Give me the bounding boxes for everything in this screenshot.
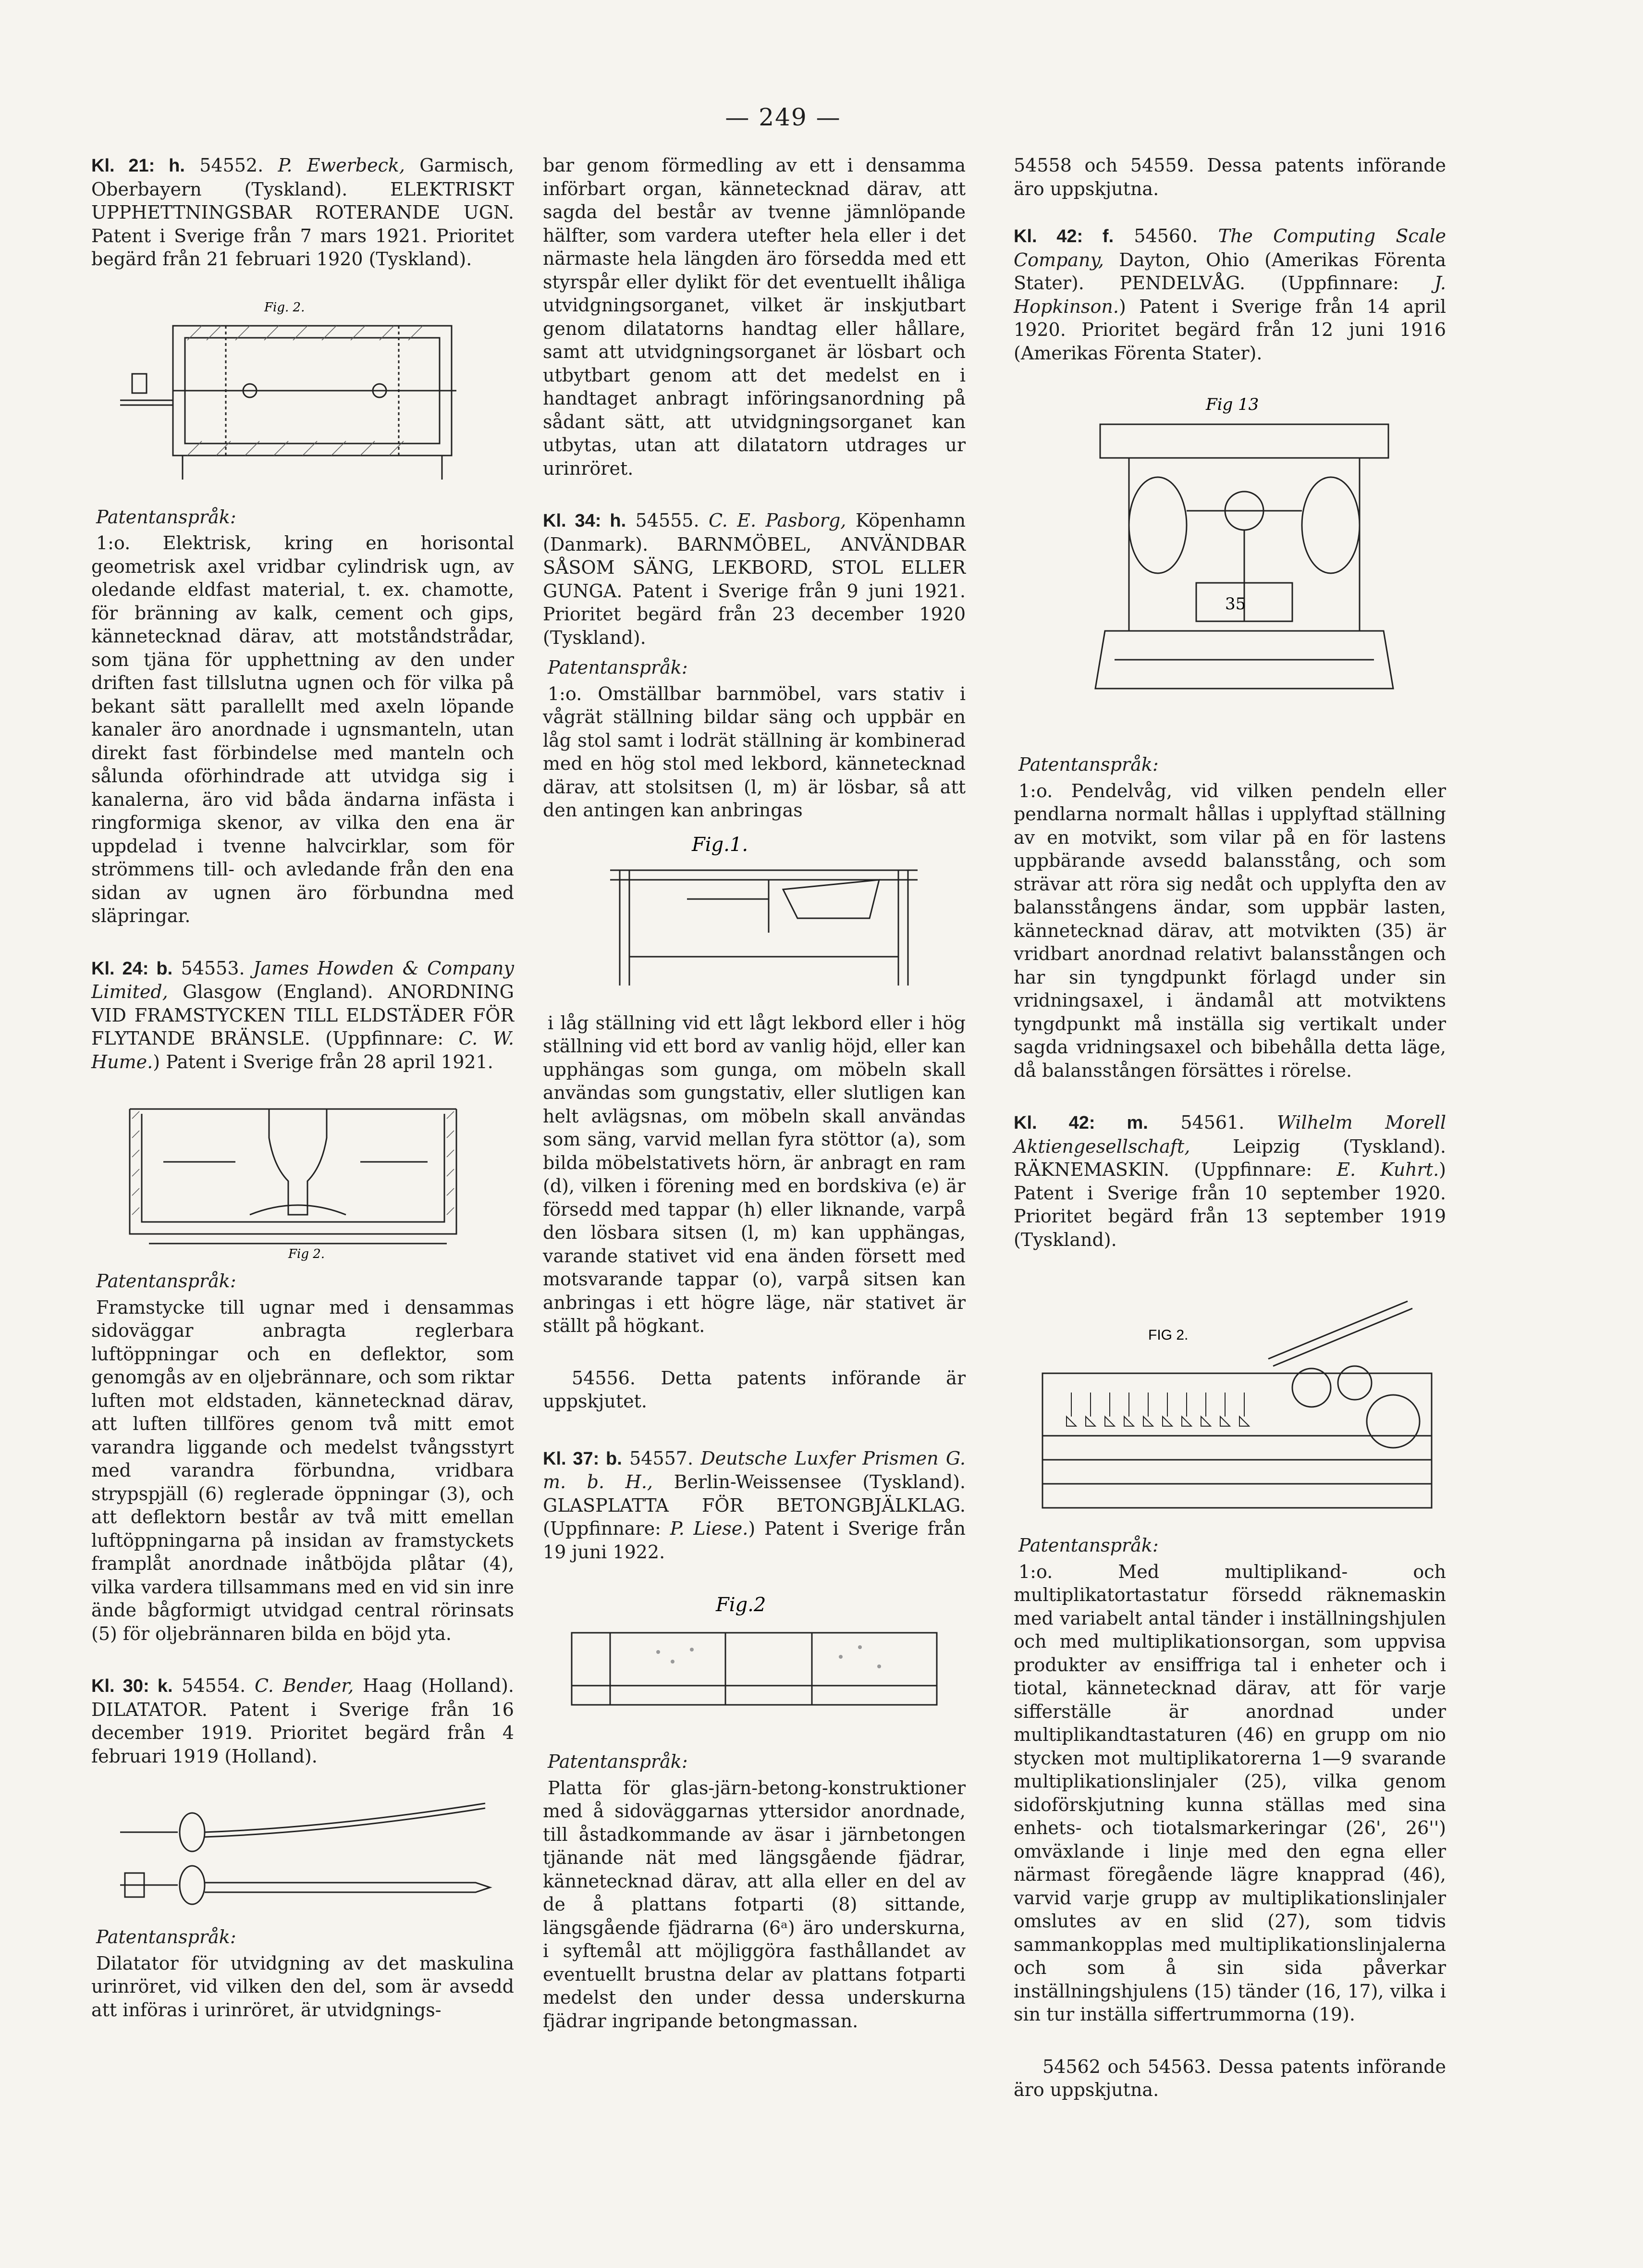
patent-holder: P. Ewerbeck, [278, 155, 405, 176]
claims-label: Patentanspråk: [548, 657, 688, 678]
patent-text-2: ) Patent i Sverige från 14 april 1920. Prioritet begärd från 12 juni 1916 (Amerikas Förenta Stater). [1014, 296, 1446, 364]
claims-label: Patentanspråk: [96, 1926, 236, 1948]
patent-text: Leipzig (Tyskland). RÄKNEMASKIN. (Uppfinnare: [1014, 1135, 1446, 1180]
patent-claims-54560: 1:o. Pendelvåg, vid vilken pendeln eller pendlarna normalt hållas i upplyftad ställning av en motvikt, som vilar på en för lastens uppbärande avsedd balansstång, och som strävar att röra sig nedåt och upplyfta den av balansstångens ändar, som uppbär lasten, kännetecknad därav, att motvikten (35) är vridbart anordnad relativt balansstången och har sin tyngdpunkt förlagd under sin vridningsaxel, i ändamål att motviktens tyngdpunkt må inställa sig vertikalt under sagda vridningsaxel och bibehålla detta läge, då balansstången försättes i rörelse. [1014, 780, 1446, 1081]
claims-label: Patentanspråk: [96, 1270, 236, 1292]
patent-entry-54555 [543, 509, 966, 649]
figure-label: Fig 2. [288, 1247, 325, 1261]
patent-entry-54561 [1014, 1111, 1446, 1251]
claims-label: Patentanspråk: [1018, 1535, 1159, 1556]
patent-class: Kl. 42: m. [1014, 1113, 1148, 1133]
figure-child-furniture [543, 827, 966, 1005]
patent-claims-54554: Dilatator för utvidgning av det maskulina urinröret, vid vilken den del, som är avsedd att införas i urinröret, är utvidgnings- [91, 1952, 514, 2021]
figure-furnace-front [91, 1099, 514, 1263]
patent-claims-54555-continued: i låg ställning vid ett lågt lekbord eller i hög ställning vid ett bord av vanlig höjd, eller kan upphängas som gunga, om möbeln skall användas som gungstativ, eller slutligen kan helt avlägsnas, om möbeln skall användas som säng, varvid mellan fyra stöttor (a), som bilda möbelstativets hörn, är anbragt en ram (d), vilken i förening med en bordskiva (e) är försedd med tappar (h) eller liknande, varpå den lösbara sitsen (l, m) kan upphängas, varande stativet vid ena änden försett med motsvarande tappar (o), varpå sitsen kan anbringas i ett högre läge, när stativet är ställt på högkant. [543, 1012, 966, 1336]
column-2 [543, 154, 966, 2061]
patent-number: 54561. [1148, 1112, 1277, 1133]
patent-holder: The Computing Scale Company, [1014, 225, 1447, 271]
patent-claims-54552: 1:o. Elektrisk, kring en horisontal geometrisk axel vridbar cylindrisk ugn, av oledande eldfast material, t. ex. chamotte, för bränning av kalk, cement och gips, kännetecknad därav, att motståndstrådar, som tjäna för upphettning av den under driften fast tillslutna ugnen och för vilka på bekant sätt parallellt med axeln löpande kanaler äro anordnade i ugnsmanteln, utan direkt fast förbindelse med manteln och sålunda oförhindrade att utvidga sig i kanalerna, äro vid båda ändarna infästa i ringformiga skenor, av vilka den ena är uppdelad i tvenne halvcirklar, som för strömmens till- och avledande från den ena sidan av ugnen äro förbundna med släpringar. [91, 532, 514, 926]
patent-number: 54552. [184, 155, 278, 176]
patent-text-2: ) Patent i Sverige från 19 juni 1922. [543, 1518, 966, 1563]
figure-rotary-kiln [91, 297, 514, 499]
claims-label: Patentanspråk: [548, 1751, 688, 1772]
patent-number: 54554. [172, 1675, 255, 1696]
figure-label: Fig 13 [1206, 395, 1259, 414]
patent-entry-54552 [91, 154, 514, 271]
patent-number: 54555. [626, 510, 709, 531]
patent-text: Dayton, Ohio (Amerikas Förenta Stater). PENDELVÅG. (Uppfinnare: [1014, 249, 1446, 294]
patent-holder: Deutsche Luxfer Prismen G. m. b. H., [543, 1447, 966, 1492]
patent-text: Berlin-Weissensee (Tyskland). GLASPLATTA FÖR BETONGBJÄLKLAG. (Uppfinnare: [543, 1471, 966, 1539]
figure-dilator [91, 1794, 514, 1919]
figure-glass-slab [543, 1590, 966, 1743]
counterweight-number: 35 [1225, 594, 1246, 614]
patent-text-2: ) Patent i Sverige från 10 september 1920. Prioritet begärd från 13 september 1919 (Tyskland). [1014, 1159, 1446, 1250]
patent-inventor: P. Liese. [670, 1518, 748, 1539]
patent-inventor: C. W. Hume. [91, 1028, 514, 1072]
patent-entry-54560 [1014, 224, 1446, 365]
patent-holder: James Howden & Company Limited, [91, 957, 514, 1002]
patent-class: Kl. 34: h. [543, 511, 626, 531]
figure-calculating-machine [1014, 1277, 1446, 1527]
note-54558: 54558 och 54559. Dessa patents införande äro uppskjutna. [1014, 155, 1446, 199]
figure-label: Fig.2 [716, 1594, 766, 1616]
claims-label: Patentanspråk: [96, 506, 236, 528]
patent-text-2: ) Patent i Sverige från 28 april 1921. [153, 1051, 493, 1072]
patent-holder: Wilhelm Morell Aktiengesellschaft, [1014, 1112, 1446, 1157]
patent-class: Kl. 37: b. [543, 1448, 622, 1469]
figure-label: Fig. 2. [264, 300, 305, 315]
figure-label: Fig.1. [692, 833, 748, 856]
patent-class: Kl. 24: b. [91, 958, 173, 979]
patent-holder: C. E. Pasborg, [709, 510, 846, 531]
patent-number: 54560. [1114, 225, 1218, 247]
claims-label: Patentanspråk: [1018, 754, 1159, 775]
patent-number: 54553. [172, 957, 254, 979]
patent-entry-54553 [91, 957, 514, 1074]
patent-inventor: E. Kuhrt. [1336, 1159, 1439, 1180]
patent-entry-54554 [91, 1674, 514, 1768]
patent-claims-54555: 1:o. Omställbar barnmöbel, vars stativ i vågrät ställning bildar säng och uppbär en låg stol samt i lodrät ställning är kombinerad med en hög stol med lekbord, kännetecknad därav, att stolsitsen (l, m) är lösbar, så att den antingen kan anbringas [543, 683, 966, 821]
patent-class: Kl. 21: h. [91, 156, 185, 176]
figure-pendulum-scale [1014, 391, 1446, 746]
patent-claims-54553: Framstycke till ugnar med i densammas sidoväggar anbragta reglerbara luftöppningar och en deflektor, som genomgås av en oljebrännare, och som riktar luften mot eldstaden, kännetecknad därav, att luften tillföres genom två mitt emot varandra liggande och medelst tvångsstyrt med varandra förbundna, vridbara strypspjäll (6) reglerade öppningar (3), och att deflektorn består av två mitt emellan luftöppningarna på insidan av framstyckets framplåt anordnade inåtböjda plåtar (4), vilka vardera tillsammans med en vid sin inre ände bågformigt utvidgad central rörinsats (5) för oljebrännaren bilda en böjd yta. [91, 1296, 514, 1644]
patent-claims-54557: Platta för glas-järn-betong-konstruktioner med å sidoväggarnas yttersidor anordnade, till åstadkommande av äsar i järnbetongen tjänande nät med längsgående fjädrar, kännetecknad därav, att alla eller en del av de å plattans fotparti (8) sittande, längsgående fjädrarna (6ᵃ) äro underskurna, i syftemål att möjliggöra fasthållandet av eventuellt brustna delar av plattans fotparti medelst den under dessa underskurna fjädrar ingripande betongmassan. [543, 1777, 966, 2032]
patent-claims-54561: 1:o. Med multiplikand- och multiplikatortastatur försedd räknemaskin med variabelt antal tänder i inställningshjulen och med multiplikationsorgan, som uppvisa produkter av ensiffriga tal i enheter och i tiotal, kännetecknad därav, att för varje sifferställe är anordnad under multiplikandtastaturen (46) en grupp om nio stycken mot multiplikatorerna 1—9 svarande multiplikationslinjaler (25), vilka genom sidoförskjutning kunna ställas med sina enhets- och tiotalsmarkeringar (26', 26'') omväxlande i linje med den egna eller närmast föregående lägre knapprad (46), varvid varje grupp av multiplikationslinjaler omslutes av en slid (27), som tidvis sammankopplas med multiplikationslinjalerna och som å sin sida påverkar inställningshjulens (15) tänder (16, 17), vilka i sin tur inställa siffertrummorna (19). [1014, 1561, 1446, 2025]
patent-text: Glasgow (England). ANORDNING VID FRAMSTYCKEN TILL ELDSTÄDER FÖR FLYTANDE BRÄNSLE. (Uppfinnare: [91, 981, 514, 1049]
column-3 [1014, 154, 1446, 2135]
patent-class: Kl. 42: f. [1014, 226, 1114, 247]
patent-text: Köpenhamn (Danmark). BARNMÖBEL, ANVÄNDBAR SÅSOM SÄNG, LEKBORD, STOL ELLER GUNGA. Patent i Sverige från 9 juni 1921. Prioritet begärd från 23 december 1920 (Tyskland). [543, 510, 966, 648]
column-1 [91, 154, 514, 2050]
patent-text: Haag (Holland). DILATATOR. Patent i Sverige från 16 december 1919. Prioritet begärd från 4 februari 1919 (Holland). [91, 1675, 514, 1767]
patent-holder: C. Bender, [254, 1675, 354, 1696]
patent-inventor: J. Hopkinson. [1014, 272, 1446, 317]
patent-text: Garmisch, Oberbayern (Tyskland). ELEKTRISKT UPPHETTNINGSBAR ROTERANDE UGN. Patent i Sverige från 7 mars 1921. Prioritet begärd från 21 februari 1920 (Tyskland). [91, 155, 515, 270]
note-54562: 54562 och 54563. Dessa patents införande äro uppskjutna. [1014, 2056, 1446, 2100]
patent-entry-54557 [543, 1447, 966, 1564]
figure-label: FIG 2. [1148, 1327, 1189, 1343]
page-number: — 249 — [725, 103, 841, 131]
patent-class: Kl. 30: k. [91, 1676, 173, 1696]
patent-claims-54554-continued: bar genom förmedling av ett i densamma införbart organ, kännetecknad därav, att sagda del består av tvenne jämnlöpande hälfter, som vardera utefter hela eller i det närmaste hela längden äro försedda med ett styrspår eller dylikt för det eventuellt ihåliga utvidgningsorganet, vilket är inskjutbart genom dilatatorns handtag eller hållare, samt att utvidgningsorganet är lösbart och utbytbart genom att det medelst en i handtaget anbragt införingsanordning på sådant sätt, att utvidgningsorganet kan utbytas, utan att dilatatorn utdrages ur urinröret. [543, 155, 966, 479]
patent-number: 54557. [622, 1447, 701, 1469]
note-54556: 54556. Detta patents införande är uppskjutet. [543, 1367, 966, 1412]
